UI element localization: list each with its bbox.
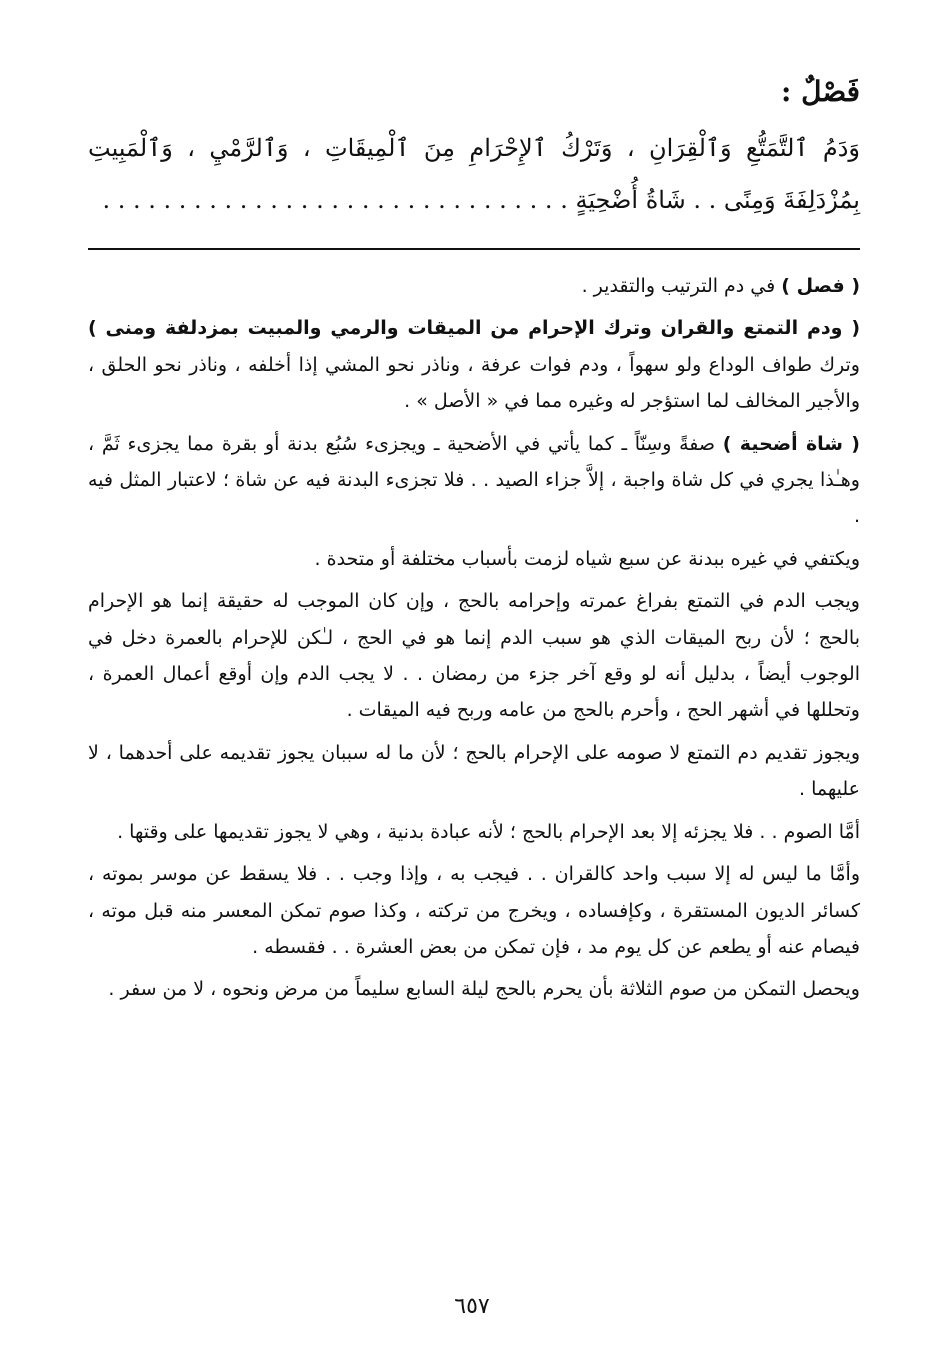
paragraph-lemma: ( شاة أضحية ) <box>722 432 860 455</box>
commentary-paragraph <box>88 268 860 304</box>
commentary-paragraph <box>88 583 860 729</box>
section-heading: فَصْلٌ : <box>781 75 860 108</box>
paragraph-text: ويجوز تقديم دم التمتع لا صومه على الإحرام بالحج ؛ لأن ما له سببان يجوز تقديمه على أحدهما ، لا عليهما . <box>88 741 860 801</box>
paragraph-text: ويكتفي في غيره ببدنة عن سبع شياه لزمت بأسباب مختلفة أو متحدة . <box>314 547 860 570</box>
paragraph-text: ويحصل التمكن من صوم الثلاثة بأن يحرم بالحج ليلة السابع سليماً من مرض ونحوه ، لا من سفر . <box>108 978 860 1001</box>
paragraph-lemma: ( فصل ) <box>781 275 860 297</box>
commentary-paragraph <box>88 426 860 535</box>
page-number: ٦٥٧ <box>454 1294 490 1319</box>
commentary-paragraph <box>88 735 860 808</box>
divider <box>88 248 860 250</box>
paragraph-text: وترك طواف الوداع ولو سهواً ، ودم فوات عرفة ، وناذر نحو المشي إذا أخلفه ، وناذر نحو الحلق ، والأجير المخالف لما استؤجر له وغيره مما في « الأصل » . <box>88 353 860 413</box>
commentary-paragraph <box>88 310 860 419</box>
commentary-paragraph <box>88 856 860 965</box>
commentary-paragraph <box>88 541 860 577</box>
paragraph-text: وأمَّا ما ليس له إلا سبب واحد كالقران . . فيجب به ، وإذا وجب . . فلا يسقط عن موسر بموته ، كسائر الديون المستقرة ، وكإفساده ، ويخرج من تركته ، وكذا صوم تمكن المعسر منه قبل موته ، فيصام عنه أو يطعم عن كل يوم مد ، فإن تمكن من بعض العشرة . . فقسطه . <box>88 863 860 958</box>
matn-text: وَدَمُ ٱلتَّمَتُّعِ وَٱلْقِرَانِ ، وَتَرْكُ ٱلإِحْرَامِ مِنَ ٱلْمِيقَاتِ ، وَٱلرَّمْيِ ، وَٱلْمَبِيتِ بِمُزْدَلِفَةَ وَمِنًى . . شَاةُ أُضْحِيَةٍ . . . . . . . . . . . . . . . . . . . . . . . . . . . . . . . <box>88 134 860 214</box>
paragraph-text: صفةً وسِنّاً ـ كما يأتي في الأضحية ـ ويجزىء سُبُع بدنة أو بقرة مما يجزىء ثَمَّ ، وهـٰذا يجري في كل شاة واجبة ، إلاَّ جزاء الصيد . . فلا تجزىء البدنة فيه عن شاة ؛ لاعتبار المثل فيه . <box>88 432 860 528</box>
commentary-paragraph <box>88 814 860 850</box>
paragraph-text: أمَّا الصوم . . فلا يجزئه إلا بعد الإحرام بالحج ؛ لأنه عبادة بدنية ، وهي لا يجوز تقديمها على وقتها . <box>117 820 860 843</box>
page-body <box>88 70 860 1014</box>
commentary-paragraph <box>88 971 860 1007</box>
paragraph-lemma: ( ودم التمتع والقران وترك الإحرام من الميقات والرمي والمبيت بمزدلفة ومنى ) <box>88 317 860 340</box>
paragraph-text: ويجب الدم في التمتع بفراغ عمرته وإحرامه بالحج ، وإن كان الموجب له حقيقة إنما هو الإحرام بالحج ؛ لأن ربح الميقات الذي هو سبب الدم إنما هو في الحج ، لـٰكن للإحرام بالعمرة دخل في الوجوب أيضاً ، بدليل أنه لو وقع آخر جزء من رمضان . . لا يجب الدم وإن أوقع أعمال العمرة ، وتحللها في أشهر الحج ، وأحرم بالحج من عامه وربح فيه الميقات . <box>88 590 860 722</box>
paragraph-text: في دم الترتيب والتقدير . <box>581 275 782 297</box>
